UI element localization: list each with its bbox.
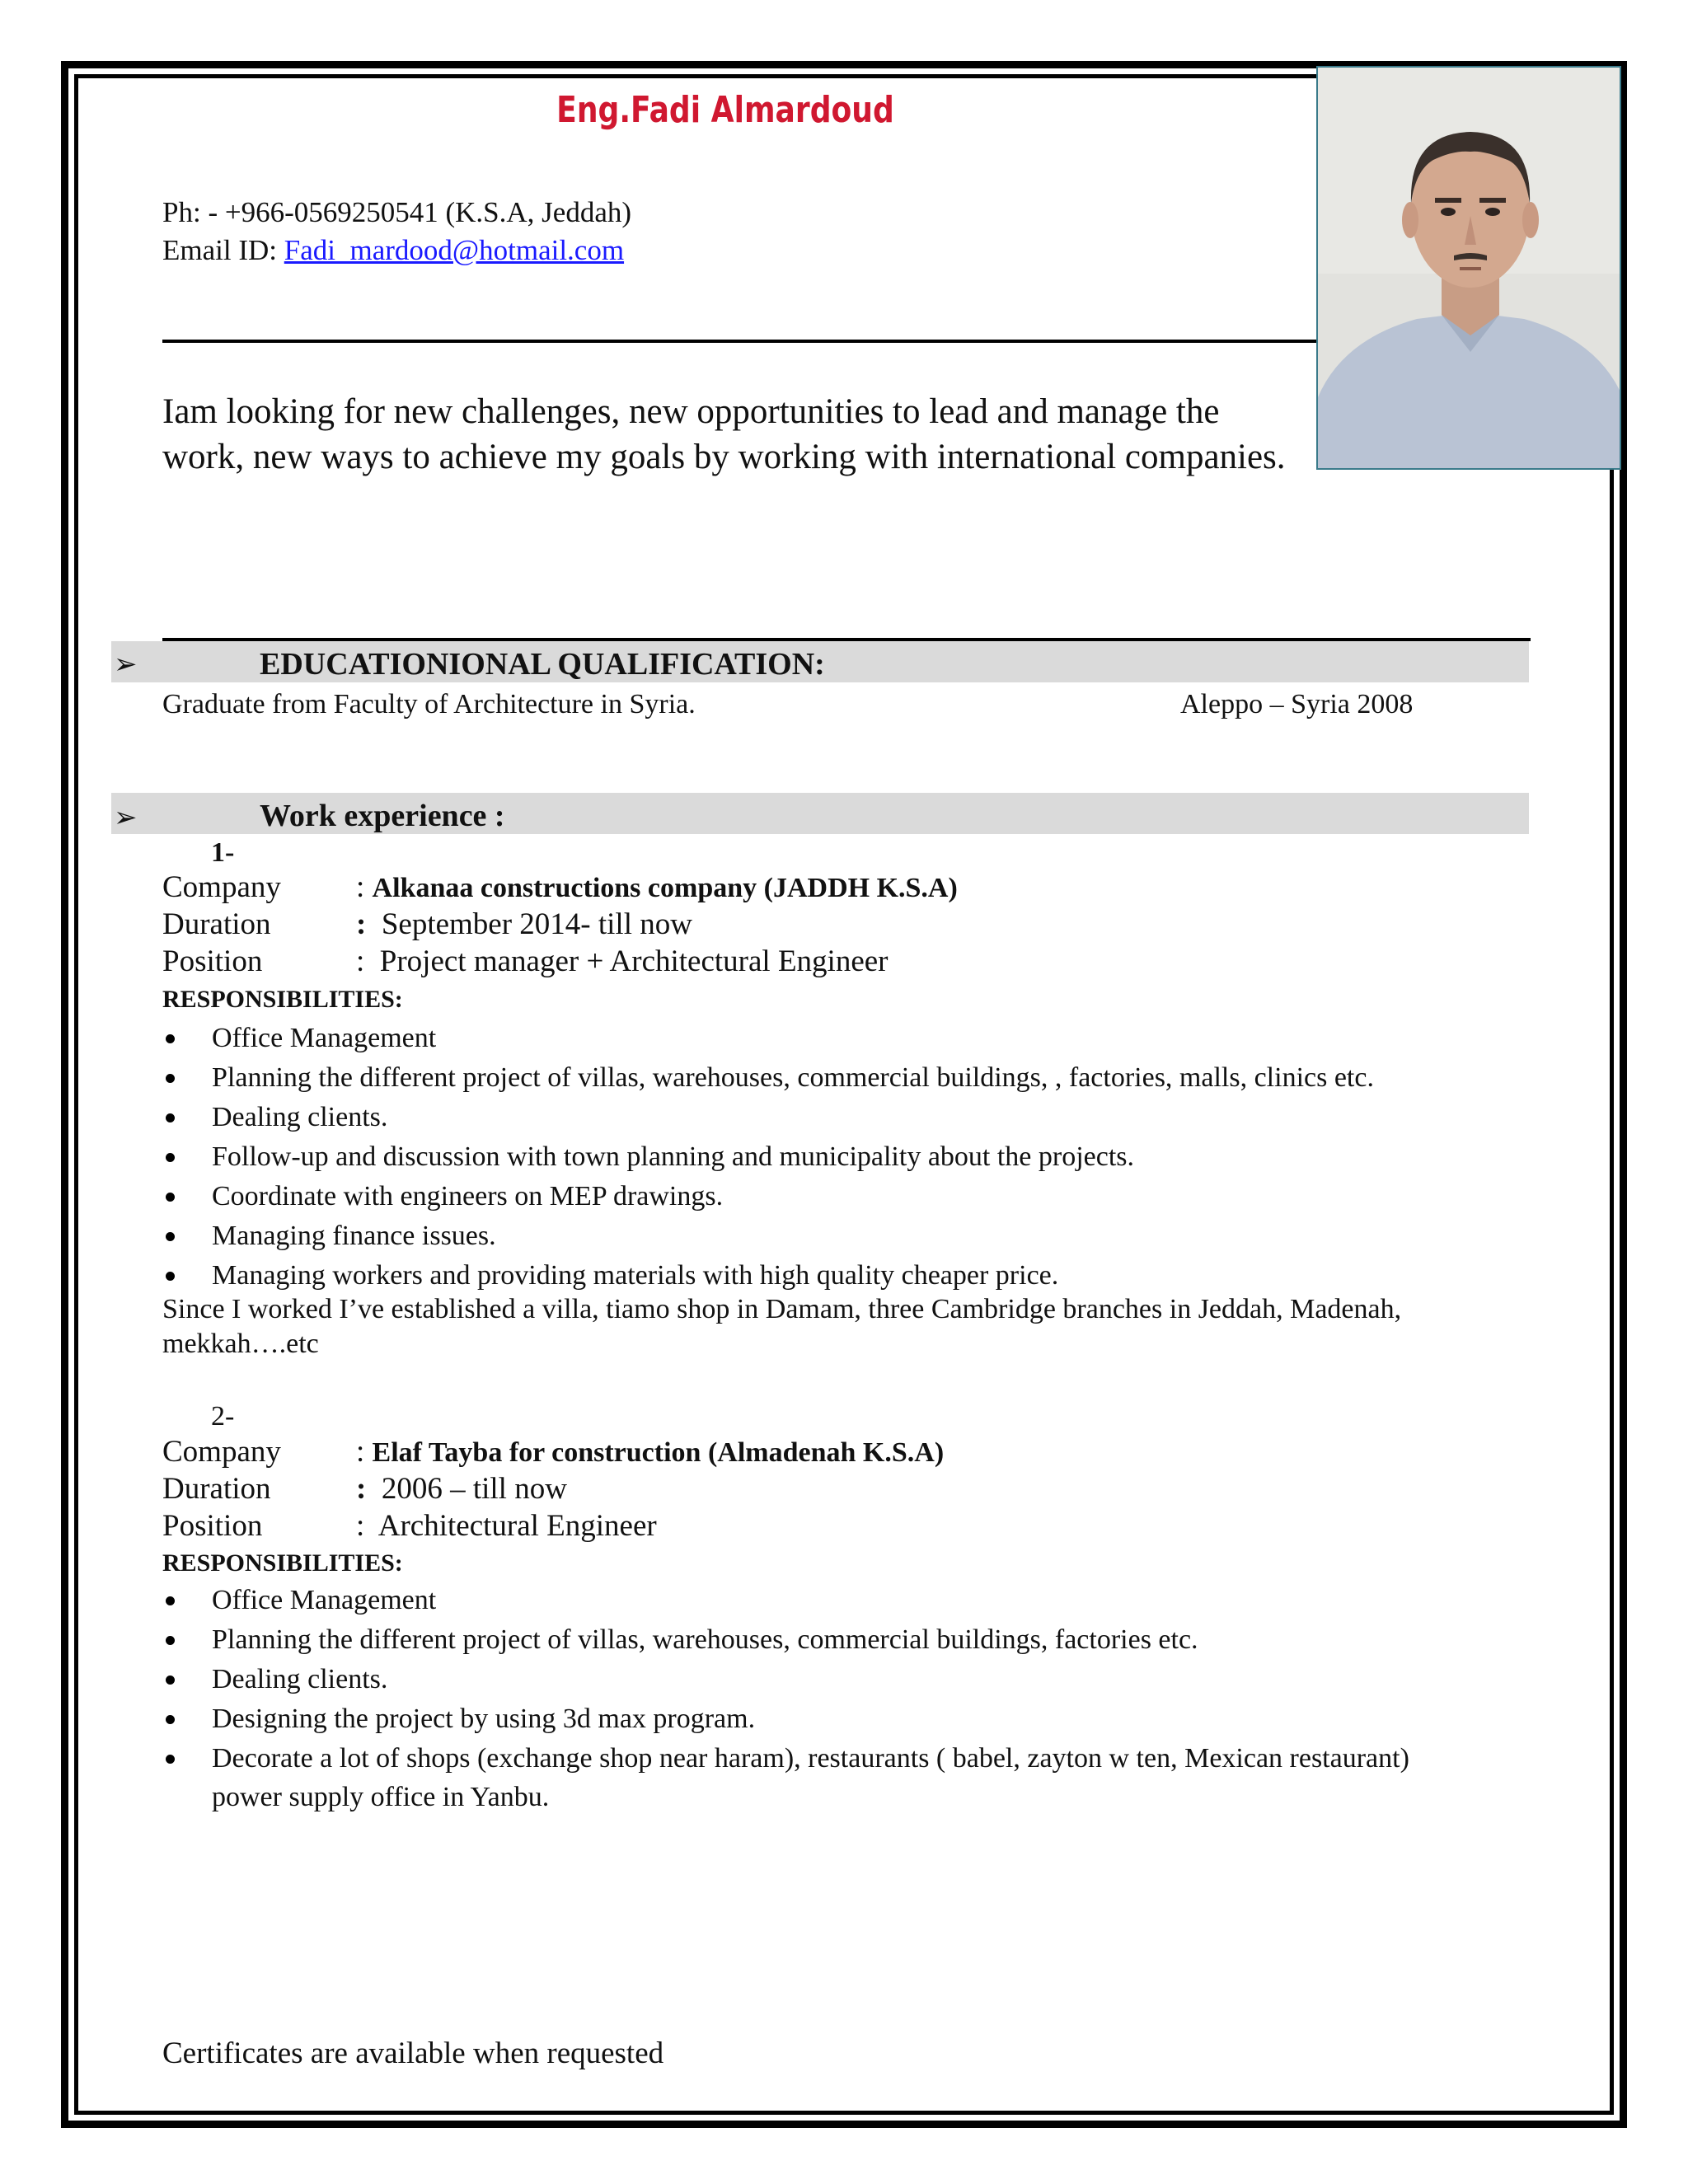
job1-duration-label: Duration bbox=[162, 907, 271, 941]
bullet-icon bbox=[166, 1113, 175, 1122]
job2-duration-label: Duration bbox=[162, 1472, 271, 1506]
bullet-icon bbox=[166, 1755, 175, 1764]
job1-duration: : September 2014- till now bbox=[356, 907, 692, 941]
job1-position-label: Position bbox=[162, 944, 263, 978]
job1-company-name: Alkanaa constructions company (JADDH K.S.A) bbox=[372, 873, 958, 903]
bullet-icon bbox=[166, 1636, 175, 1645]
job2-duration: : 2006 – till now bbox=[356, 1472, 567, 1506]
job2-responsibilities-title: RESPONSIBILITIES: bbox=[162, 1549, 403, 1577]
job1-note-line1: Since I worked I’ve established a villa, tiamo shop in Damam, three Cambridge branches in Jeddah, Madenah, bbox=[162, 1294, 1402, 1324]
list-item: Follow-up and discussion with town planning and municipality about the projects. bbox=[162, 1137, 1374, 1177]
candidate-name: Eng.Fadi Almardoud bbox=[556, 89, 894, 131]
list-item: Coordinate with engineers on MEP drawings. bbox=[162, 1177, 1374, 1216]
list-item: Managing finance issues. bbox=[162, 1216, 1374, 1256]
list-item: Dealing clients. bbox=[162, 1660, 1409, 1699]
career-objective: Iam looking for new challenges, new opportunities to lead and manage the work, new ways to achieve my goals by working with international companies. bbox=[162, 392, 1286, 476]
bullet-icon bbox=[166, 1153, 175, 1162]
job1-responsibilities-list bbox=[162, 1019, 1374, 1296]
job1-responsibilities-title: RESPONSIBILITIES: bbox=[162, 986, 403, 1013]
job1-number: 1- bbox=[211, 837, 235, 868]
job1-duration-value: September 2014- till now bbox=[381, 907, 692, 941]
phone-number: +966-0569250541 (K.S.A, Jeddah) bbox=[224, 196, 632, 228]
job2-position-value: Architectural Engineer bbox=[377, 1509, 657, 1543]
bullet-icon bbox=[166, 1232, 175, 1241]
bullet-icon bbox=[166, 1074, 175, 1083]
list-item: Office Management bbox=[162, 1581, 1409, 1620]
bullet-icon bbox=[166, 1272, 175, 1281]
job2-company-name: Elaf Tayba for construction (Almadenah K.S.A) bbox=[372, 1437, 945, 1468]
job2-number: 2- bbox=[211, 1401, 235, 1432]
list-item: Managing workers and providing materials with high quality cheaper price. bbox=[162, 1256, 1374, 1296]
list-item: Planning the different project of villas, warehouses, commercial buildings, factories etc. bbox=[162, 1620, 1409, 1660]
list-item: Office Management bbox=[162, 1019, 1374, 1058]
education-arrow-icon: ➢ bbox=[114, 648, 138, 681]
bullet-icon bbox=[166, 1193, 175, 1202]
job2-position-label: Position bbox=[162, 1509, 263, 1543]
list-item: Decorate a lot of shops (exchange shop near haram), restaurants ( babel, zayton w ten, Mexican restaurant) bbox=[162, 1739, 1409, 1779]
job2-last-continuation: power supply office in Yanbu. bbox=[212, 1782, 550, 1812]
job1-company: : Alkanaa constructions company (JADDH K.S.A) bbox=[356, 870, 958, 904]
bullet-icon bbox=[166, 1715, 175, 1724]
job2-position: : Architectural Engineer bbox=[356, 1509, 657, 1543]
bullet-icon bbox=[166, 1034, 175, 1043]
phone-label: Ph: - bbox=[162, 196, 225, 228]
list-item: Designing the project by using 3d max program. bbox=[162, 1699, 1409, 1739]
phone-line bbox=[162, 196, 631, 229]
profile-photo-image bbox=[1318, 68, 1621, 470]
job2-duration-value: 2006 – till now bbox=[381, 1472, 567, 1506]
job2-responsibilities-list bbox=[162, 1581, 1409, 1779]
list-item: Dealing clients. bbox=[162, 1098, 1374, 1137]
education-degree: Graduate from Faculty of Architecture in Syria. bbox=[162, 689, 696, 719]
email-label: Email ID: bbox=[162, 234, 284, 266]
work-title: Work experience : bbox=[260, 799, 505, 833]
email-link[interactable]: Fadi_mardood@hotmail.com bbox=[284, 234, 625, 266]
job1-company-label: Company bbox=[162, 870, 281, 904]
education-place-year: Aleppo – Syria 2008 bbox=[1180, 689, 1414, 719]
certificates-note: Certificates are available when requested bbox=[162, 2036, 664, 2070]
work-arrow-icon: ➢ bbox=[114, 801, 138, 834]
bullet-icon bbox=[166, 1596, 175, 1605]
profile-photo bbox=[1316, 66, 1621, 470]
job2-company: : Elaf Tayba for construction (Almadenah K.S.A) bbox=[356, 1435, 945, 1469]
job2-company-label: Company bbox=[162, 1435, 281, 1469]
education-title: EDUCATIONIONAL QUALIFICATION: bbox=[260, 647, 825, 682]
bullet-icon bbox=[166, 1675, 175, 1685]
list-item: Planning the different project of villas, warehouses, commercial buildings, , factories, malls, clinics etc. bbox=[162, 1058, 1374, 1098]
job1-position: : Project manager + Architectural Engineer bbox=[356, 944, 889, 978]
email-line bbox=[162, 234, 624, 267]
job1-note-line2: mekkah….etc bbox=[162, 1329, 319, 1359]
job1-position-value: Project manager + Architectural Engineer bbox=[379, 944, 889, 978]
